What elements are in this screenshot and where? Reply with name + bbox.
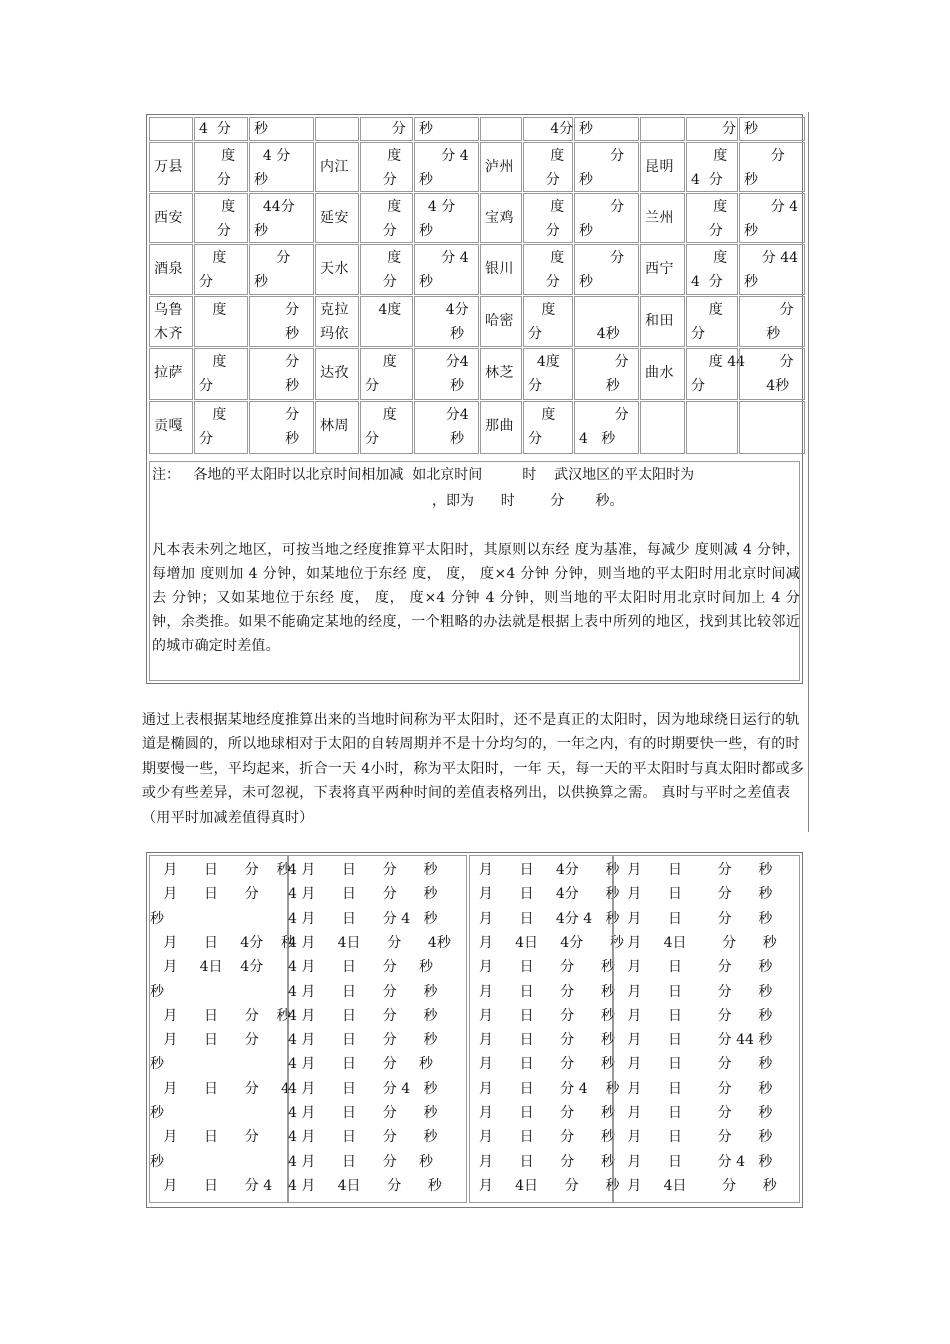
difference-table <box>146 852 803 1208</box>
cell-line-1: 分 <box>254 407 300 423</box>
time-value-cell <box>414 401 479 454</box>
diff-row: 4 月 日 分 秒 <box>288 1129 438 1146</box>
diff-column-3 <box>469 855 624 1203</box>
time-value-cell <box>414 244 479 295</box>
cell-line-1: 度 <box>528 302 556 318</box>
cell-line-1: 度 <box>691 250 728 266</box>
cell-line-2: 秒 <box>744 223 758 239</box>
time-value-cell <box>574 296 639 347</box>
cell-line-1: 分4 <box>419 354 469 370</box>
cell-line-2: 分 <box>199 378 213 394</box>
cell-line-2: 分 <box>365 378 379 394</box>
cell-line-1: 分 <box>254 250 291 266</box>
city-name-cell <box>149 193 193 243</box>
cell-line-2: 秒 <box>579 378 620 394</box>
cell-line-2: 分 <box>199 223 231 239</box>
cell-line-1: 度 <box>199 354 227 370</box>
cell-line-1: 那曲 <box>485 418 514 434</box>
cell-line-1: 44分 <box>254 199 295 215</box>
cell-line-1: 延安 <box>320 210 349 226</box>
diff-row: 月 日 分 <box>150 886 259 903</box>
diff-row: 4 月 日 分 4 秒 <box>288 910 438 927</box>
diff-row: 月 4日 分 秒 <box>470 1177 620 1194</box>
diff-row: 月 日 分 秒 <box>614 1007 773 1024</box>
time-value-cell <box>739 244 805 295</box>
diff-column-4 <box>613 855 800 1203</box>
cell-line-1: 分 <box>365 121 406 137</box>
cell-line-1: 分 4 <box>419 250 469 266</box>
time-value-cell <box>686 244 738 295</box>
cell-line-1: 度 <box>365 199 402 215</box>
time-value-cell <box>574 117 639 141</box>
cell-line-2: 秒 <box>254 378 300 394</box>
time-value-cell <box>194 193 248 243</box>
cell-line-2: 秒 <box>254 274 268 290</box>
city-name-cell <box>640 401 685 454</box>
time-value-cell <box>686 142 738 192</box>
diff-row: 4 月 日 分 秒 <box>288 1105 438 1121</box>
cell-line-2: 秒 <box>419 274 433 290</box>
cell-line-1: 度 <box>365 148 402 164</box>
city-name-cell <box>315 193 359 243</box>
cell-line-2: 秒 <box>254 172 268 188</box>
cell-line-1: 分 <box>254 354 300 370</box>
cell-line-1: 秒 <box>254 121 268 137</box>
cell-line-1: 分 <box>744 302 794 318</box>
cell-line-2: 分 <box>199 172 231 188</box>
time-value-cell <box>249 142 314 192</box>
diff-row: 月 日 分 秒 <box>470 1105 616 1121</box>
city-name-cell <box>149 296 193 347</box>
city-name-cell <box>315 244 359 295</box>
diff-row: 4 月 日 分 4 秒 <box>288 1080 438 1097</box>
diff-row: 4 月 日 分 秒 <box>288 862 438 878</box>
cell-line-1: 度 <box>528 250 565 266</box>
time-value-cell <box>523 296 573 347</box>
time-value-cell <box>194 401 248 454</box>
cell-line-2: 分 <box>365 431 379 447</box>
city-name-cell <box>640 142 685 192</box>
cell-line-1: 度 <box>365 250 402 266</box>
cell-line-2: 秒 <box>579 274 593 290</box>
cell-line-1: 秒 <box>419 121 433 137</box>
diff-row: 4 月 日 分 秒 <box>288 1153 434 1170</box>
cell-line-1: 宝鸡 <box>485 210 514 226</box>
diff-row: 秒 <box>150 1105 164 1121</box>
time-value-cell <box>574 193 639 243</box>
time-value-cell <box>249 348 314 400</box>
city-name-cell <box>149 142 193 192</box>
diff-row: 月 4日 分 秒 <box>614 1177 777 1194</box>
city-name-cell <box>640 348 685 400</box>
cell-line-2: 4 秒 <box>579 431 616 447</box>
time-value-cell <box>574 142 639 192</box>
cell-line-1: 秒 <box>744 121 758 137</box>
cell-line-1: 度 <box>199 302 227 318</box>
diff-row: 月 日 分 秒 <box>614 862 773 878</box>
diff-row: 月 日 分 秒 <box>470 1056 616 1073</box>
cell-line-2: 分 <box>365 172 397 188</box>
cell-line-2: 分 <box>199 431 213 447</box>
diff-row: 月 日 分 4 <box>150 1177 273 1194</box>
city-grid <box>149 117 800 459</box>
cell-line-1: 克拉 <box>320 302 349 318</box>
diff-row: 月 日 分 4 秒 <box>470 1080 620 1097</box>
diff-row: 月 日 分 秒 <box>150 1007 291 1024</box>
cell-line-1: 度 <box>365 354 397 370</box>
time-value-cell <box>523 401 573 454</box>
cell-line-2: 分 <box>528 223 560 239</box>
diff-row: 月 日 分 秒 <box>470 1129 616 1146</box>
diff-row: 月 日 分 秒 <box>470 1007 616 1024</box>
cell-line-1: 分 <box>579 250 625 266</box>
time-value-cell <box>249 193 314 243</box>
diff-row: 月 4日 4分 秒 <box>470 934 624 951</box>
diff-row: 月 日 分 秒 <box>614 910 773 927</box>
city-name-cell <box>640 244 685 295</box>
city-name-cell <box>149 244 193 295</box>
cell-line-2: 分 <box>691 326 705 342</box>
cell-line-1: 4度 <box>365 302 402 318</box>
time-value-cell <box>249 117 314 141</box>
diff-row: 月 日 分 4 <box>150 1080 290 1097</box>
cell-line-1: 乌鲁 <box>154 302 183 318</box>
cell-line-1: 度 <box>528 148 565 164</box>
time-value-cell <box>249 401 314 454</box>
body-paragraph: 通过上表根据某地经度推算出来的当地时间称为平太阳时，还不是真正的太阳时，因为地球绕日运行的轨道是椭圆的，所以地球相对于太阳的自转周期并不是十分均匀的，一年之内，有的时期要快一些，有的时期要慢一些，平均起来，折合一天 4小时，称为平太阳时，一年 天，每一天的平太阳时与真太阳时都或多或少有些差异，未可忽视，下表将真平两种时间的差值表格列出，以供换算之需。 真时与平时之差值表（用平时加减差值得真时） <box>142 712 805 826</box>
diff-column-1 <box>149 855 296 1203</box>
cell-line-2: 秒 <box>254 431 300 447</box>
cell-line-1: 4度 <box>528 354 560 370</box>
diff-row: 4 月 日 分 秒 <box>288 1007 438 1024</box>
time-value-cell <box>523 117 573 141</box>
cell-line-1: 度 <box>199 407 227 423</box>
diff-row: 4 月 日 分 秒 <box>288 1056 434 1073</box>
time-value-cell <box>739 142 805 192</box>
diff-row: 4 月 日 分 秒 <box>288 1032 438 1049</box>
time-value-cell <box>523 348 573 400</box>
time-value-cell <box>414 296 479 347</box>
cell-line-2: 4秒 <box>744 378 790 394</box>
time-value-cell <box>739 117 805 141</box>
time-value-cell <box>249 244 314 295</box>
time-value-cell <box>739 296 805 347</box>
cell-line-1: 4 分 <box>254 148 291 164</box>
city-name-cell <box>640 117 685 141</box>
diff-row: 月 日 分 秒 <box>614 983 773 1000</box>
cell-line-1: 林周 <box>320 418 349 434</box>
cell-line-2: 秒 <box>744 326 781 342</box>
cell-line-1: 兰州 <box>645 210 674 226</box>
cell-line-1: 4 分 <box>199 121 231 137</box>
cell-line-1: 林芝 <box>485 365 514 381</box>
cell-line-1: 哈密 <box>485 313 514 329</box>
cell-line-1: 度 <box>691 302 723 318</box>
diff-row: 月 4日 分 秒 <box>614 934 777 951</box>
time-value-cell <box>414 142 479 192</box>
time-value-cell <box>414 117 479 141</box>
cell-line-2: 秒 <box>579 172 593 188</box>
diff-row: 4 月 日 分 秒 <box>288 959 434 976</box>
cell-line-1: 分 <box>744 354 794 370</box>
cell-line-1: 银川 <box>485 261 514 277</box>
time-value-cell <box>523 193 573 243</box>
city-name-cell <box>480 348 522 400</box>
cell-line-1: 曲水 <box>645 365 674 381</box>
cell-line-1: 度 <box>691 148 728 164</box>
cell-line-1: 度 <box>199 199 236 215</box>
note-line-1: 注： 各地的平太阳时以北京时间相加减 如北京时间 时 武汉地区的平太阳时为 <box>152 467 695 483</box>
diff-row: 月 日 分 秒 <box>614 1056 773 1073</box>
time-value-cell <box>739 193 805 243</box>
city-name-cell <box>149 348 193 400</box>
diff-row: 月 日 分 秒 <box>470 1153 616 1170</box>
time-value-cell <box>739 348 805 400</box>
time-value-cell <box>523 142 573 192</box>
city-name-cell <box>480 193 522 243</box>
city-name-cell <box>315 142 359 192</box>
cell-line-2: 分 <box>365 274 397 290</box>
cell-line-1: 度 <box>528 199 565 215</box>
diff-row: 月 日 分 秒 <box>470 959 616 976</box>
cell-line-1: 泸州 <box>485 159 514 175</box>
cell-line-1: 达孜 <box>320 365 349 381</box>
diff-row: 月 日 分 秒 <box>470 1032 616 1049</box>
cell-line-1: 度 <box>199 250 227 266</box>
cell-line-2: 秒 <box>579 223 593 239</box>
cell-line-1: 度 44 <box>691 354 746 370</box>
cell-line-1: 4分 <box>528 121 574 137</box>
time-value-cell <box>360 296 413 347</box>
time-value-cell <box>686 348 746 400</box>
cell-line-1: 秒 <box>579 121 593 137</box>
cell-line-2: 秒 <box>254 223 268 239</box>
cell-line-1: 万县 <box>154 159 183 175</box>
diff-row: 月 日 4分 4 秒 <box>470 910 620 927</box>
diff-row: 月 4日 4分 <box>150 959 264 976</box>
diff-row: 月 日 分 秒 <box>614 886 773 903</box>
time-value-cell <box>194 296 248 347</box>
city-name-cell <box>480 117 522 141</box>
diff-row: 秒 <box>150 1153 164 1170</box>
cell-line-1: 贡嘎 <box>154 418 183 434</box>
time-value-cell <box>249 296 314 347</box>
cell-line-1: 度 <box>365 407 397 423</box>
time-value-cell <box>360 348 413 400</box>
cell-line-2: 分 <box>528 378 542 394</box>
diff-row: 月 日 分 秒 <box>150 862 291 878</box>
cell-line-1: 度 <box>528 407 556 423</box>
cell-line-1: 分 <box>579 354 629 370</box>
cell-line-1: 昆明 <box>645 159 674 175</box>
diff-row: 月 日 分 44 秒 <box>614 1032 773 1049</box>
cell-line-2: 分 <box>691 223 723 239</box>
cell-line-1: 内江 <box>320 159 349 175</box>
cell-line-1: 分 <box>254 302 300 318</box>
diff-row: 月 日 4分 秒 <box>470 886 620 903</box>
cell-line-2: 秒 <box>744 172 758 188</box>
diff-row: 月 日 分 <box>150 1129 259 1146</box>
cell-line-2: 4 分 <box>691 274 723 290</box>
diff-row: 4 月 日 分 秒 <box>288 983 438 1000</box>
time-value-cell <box>414 348 479 400</box>
cell-line-2: 秒 <box>744 274 758 290</box>
city-name-cell <box>149 117 193 141</box>
diff-row: 月 日 分 秒 <box>614 1080 773 1097</box>
time-value-cell <box>574 401 639 454</box>
diff-row: 月 日 分 秒 <box>470 983 616 1000</box>
time-value-cell <box>686 296 738 347</box>
time-value-cell <box>686 117 738 141</box>
time-value-cell <box>574 244 639 295</box>
time-value-cell <box>360 117 413 141</box>
cell-line-2: 分 <box>528 274 560 290</box>
diff-row: 月 日 分 4 秒 <box>614 1153 773 1170</box>
note-paragraph: 凡本表未列之地区，可按当地之经度推算平太阳时，其原则以东经 度为基准，每减少 度则减 4 分钟，每增加 度则加 4 分钟，如某地位于东经 度， 度， 度×4 分钟 分钟，则当地的平太阳时用北京时间减去 分钟；又如某地位于东经 度， 度， 度×4 分钟 4 分钟，则当地的平太阳时用北京时间加上 4 分钟，余类推。如果不能确定某地的经度，一个粗略的办法就是根据上表中所列的地区，找到其比较邻近的城市确定时差值。 <box>152 542 800 654</box>
cell-line-1: 分 <box>579 199 625 215</box>
city-name-cell <box>480 401 522 454</box>
cell-line-2: 秒 <box>254 326 300 342</box>
time-value-cell <box>574 348 639 400</box>
time-value-cell <box>194 142 248 192</box>
diff-row: 4 月 4日 分 4秒 <box>288 934 451 951</box>
time-value-cell <box>360 244 413 295</box>
time-value-cell <box>360 401 413 454</box>
cell-line-2: 分 <box>528 172 560 188</box>
city-name-cell <box>315 117 359 141</box>
cell-line-2: 分 <box>691 378 705 394</box>
cell-line-1: 分 4 <box>744 199 799 215</box>
time-value-cell <box>194 244 248 295</box>
city-name-cell <box>315 401 359 454</box>
cell-line-2: 秒 <box>419 378 465 394</box>
diff-row: 秒 <box>150 983 164 1000</box>
cell-line-1: 分4 <box>419 407 469 423</box>
diff-row: 月 日 分 <box>150 1032 259 1049</box>
frame-rule <box>808 112 809 832</box>
cell-line-2: 分 <box>528 431 542 447</box>
cell-line-1: 分 <box>579 407 629 423</box>
diff-row: 月 日 分 秒 <box>614 1129 773 1146</box>
time-value-cell <box>686 401 738 454</box>
city-time-table <box>146 114 803 684</box>
diff-row: 月 日 分 秒 <box>614 1105 773 1121</box>
cell-line-1: 4分 <box>419 302 469 318</box>
city-name-cell <box>149 401 193 454</box>
cell-line-1: 度 <box>199 148 236 164</box>
time-value-cell <box>414 193 479 243</box>
cell-line-2: 分 <box>528 326 542 342</box>
time-value-cell <box>739 401 805 454</box>
cell-line-1: 西宁 <box>645 261 674 277</box>
diff-row: 4 月 4日 分 秒 <box>288 1177 442 1194</box>
cell-line-1: 酒泉 <box>154 261 183 277</box>
city-name-cell <box>640 296 685 347</box>
city-name-cell <box>315 296 359 347</box>
table-note <box>149 461 800 681</box>
time-value-cell <box>194 117 248 141</box>
diff-row: 月 日 4分 秒 <box>470 862 620 878</box>
cell-line-2: 4秒 <box>579 326 620 342</box>
cell-line-1: 度 <box>691 199 728 215</box>
diff-row: 月 日 4分 秒 <box>150 934 296 951</box>
note-line-2: ，即为 时 分 秒。 <box>432 493 624 509</box>
cell-line-2: 玛依 <box>320 326 349 342</box>
city-name-cell <box>480 142 522 192</box>
city-name-cell <box>315 348 359 400</box>
diff-row: 月 日 分 秒 <box>614 959 773 976</box>
cell-line-2: 分 <box>365 223 397 239</box>
time-value-cell <box>360 193 413 243</box>
cell-line-1: 4 分 <box>419 199 456 215</box>
cell-line-2: 秒 <box>419 172 433 188</box>
time-value-cell <box>523 244 573 295</box>
cell-line-1: 分 <box>579 148 625 164</box>
cell-line-1: 和田 <box>645 313 674 329</box>
cell-line-2: 秒 <box>419 223 433 239</box>
city-name-cell <box>480 296 522 347</box>
cell-line-1: 分 <box>691 121 737 137</box>
cell-line-1: 分 4 <box>419 148 469 164</box>
cell-line-1: 分 <box>744 148 785 164</box>
cell-line-2: 分 <box>199 274 213 290</box>
city-name-cell <box>480 244 522 295</box>
cell-line-1: 天水 <box>320 261 349 277</box>
cell-line-2: 木齐 <box>154 326 183 342</box>
cell-line-2: 秒 <box>419 326 465 342</box>
diff-row: 秒 <box>150 1056 164 1073</box>
time-value-cell <box>194 348 248 400</box>
cell-line-2: 秒 <box>419 431 465 447</box>
diff-row: 4 月 日 分 秒 <box>288 886 438 903</box>
time-value-cell <box>686 193 738 243</box>
city-name-cell <box>640 193 685 243</box>
diff-row: 秒 <box>150 910 164 927</box>
cell-line-2: 4 分 <box>691 172 723 188</box>
cell-line-1: 分 44 <box>744 250 799 266</box>
cell-line-1: 西安 <box>154 210 183 226</box>
time-value-cell <box>360 142 413 192</box>
diff-column-2 <box>287 855 467 1203</box>
cell-line-1: 拉萨 <box>154 365 183 381</box>
